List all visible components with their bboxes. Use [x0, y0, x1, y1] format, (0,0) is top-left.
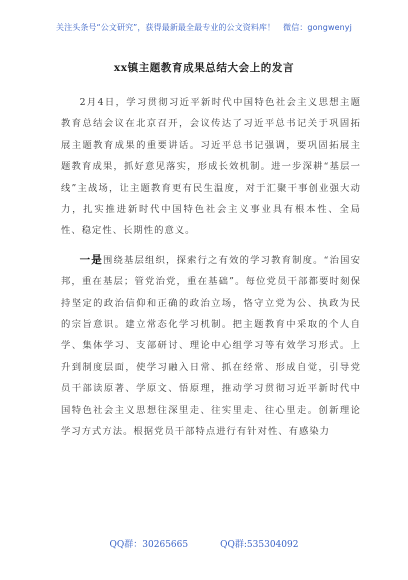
paragraph-text: 围绕基层组织，探索行之有效的学习教育制度。“治国安邦，重在基层；管党治党，重在基础”。每位党员干部都要时刻保持坚定的政治信仰和正确的政治立场，恪守立党为公、执政为民的宗旨意识。建立常态化学习机制。把主题教育中采取的个人自学、集体学习、支部研讨、理论中心组学习等有效学习形式。上升到制度层面，使学习融入日常、抓在经常、形成自觉，引导党员干部读原著、学原文、悟原理，推动学习贯彻习近平新时代中国特色社会主义思想往深里走、往实里走、往心里走。创新理论学习方式方法。根据党员干部特点进行有针对性、有感染力 — [61, 254, 361, 438]
paragraph-text: 2月4日，学习贯彻习近平新时代中国特色社会主义思想主题教育总结会议在北京召开，会议传达了习近平总书记关于巩固拓展主题教育成果的重要讲话。习近平总书记强调，要巩固拓展主题教育成果，抓好意见落实，形成长效机制。进一步深耕“基层一线”主战场，让主题教育更有民生温度，对于汇聚干事创业强大动力，扎实推进新时代中国特色社会主义事业具有根本性、全局性、稳定性、长期性的意义。 — [61, 97, 361, 237]
paragraph-first-point — [61, 250, 361, 443]
qq-group-2: QQ群:535304092 — [220, 540, 299, 550]
wechat-id: 微信：gongwenyj — [283, 23, 352, 32]
qq-group-1: QQ群：30265665 — [109, 540, 189, 550]
paragraph-intro — [61, 92, 361, 242]
header-promo-note — [0, 22, 408, 33]
promo-text: 关注头条号“公文研究”，获得最新最全最专业的公文资料库！ — [56, 23, 276, 32]
footer-contacts — [0, 537, 408, 550]
document-body — [61, 92, 361, 443]
document-title: xx镇主题教育成果总结大会上的发言 — [113, 62, 295, 74]
paragraph-lead: 一是 — [79, 253, 104, 266]
